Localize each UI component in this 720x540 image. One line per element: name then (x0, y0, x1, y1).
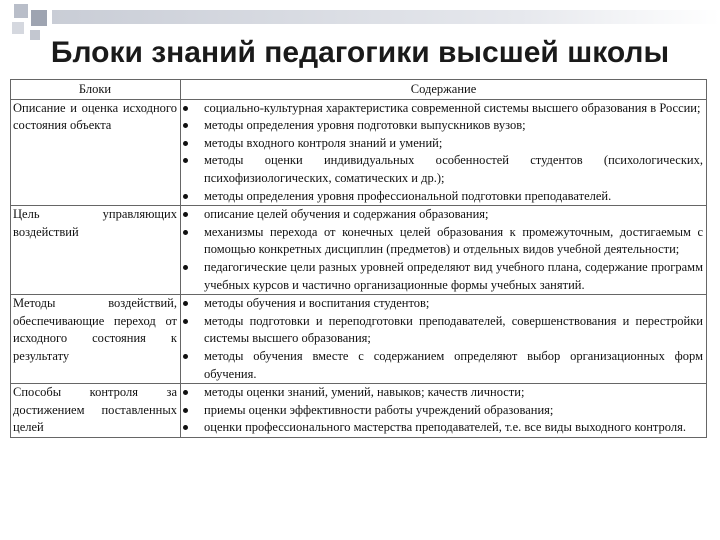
content-list (184, 295, 703, 383)
page-title: Блоки знаний педагогики высшей школы (50, 36, 670, 69)
block-label: Методы воздействий, обеспечивающие переход от исходного состояния к результату (13, 296, 177, 363)
block-cell (11, 295, 181, 384)
block-cell (11, 206, 181, 295)
list-item: социально-культурная характеристика современной системы высшего образования в России; (184, 100, 703, 118)
table-row (11, 384, 707, 438)
block-cell (11, 384, 181, 438)
content-cell (181, 206, 707, 295)
content-cell (181, 384, 707, 438)
list-item: педагогические цели разных уровней определяют вид учебного плана, содержание программ учебных курсов и частично организационные формы учебных занятий. (184, 259, 703, 294)
header-blocks: Блоки (11, 80, 181, 100)
list-item: описание целей обучения и содержания образования; (184, 206, 703, 224)
list-item: методы определения уровня профессиональной подготовки преподавателей. (184, 188, 703, 206)
list-item: методы определения уровня подготовки выпускников вузов; (184, 117, 703, 135)
content-cell (181, 295, 707, 384)
block-label: Способы контроля за достижением поставленных целей (13, 385, 177, 435)
header-content: Содержание (181, 80, 707, 100)
knowledge-blocks-table (10, 79, 707, 438)
table-row (11, 206, 707, 295)
content-list (184, 384, 703, 437)
table-row (11, 99, 707, 206)
list-item: методы подготовки и переподготовки преподавателей, совершенствования и перестройки системы высшего образования; (184, 313, 703, 348)
list-item: методы оценки индивидуальных особенностей студентов (психологических, психофизиологических, соматических и др.); (184, 152, 703, 187)
content-list (184, 100, 703, 206)
block-label: Описание и оценка исходного состояния объекта (13, 100, 177, 133)
list-item: методы обучения и воспитания студентов; (184, 295, 703, 313)
block-label: Цель управляющих воздействий (13, 207, 177, 239)
list-item: методы оценки знаний, умений, навыков; качеств личности; (184, 384, 703, 402)
list-item: методы обучения вместе с содержанием определяют выбор организационных форм обучения. (184, 348, 703, 383)
content-cell (181, 99, 707, 206)
table-header-row (11, 80, 707, 100)
table-row (11, 295, 707, 384)
list-item: механизмы перехода от конечных целей образования к промежуточным, достигаемым с помощью конкретных дисциплин (предметов) и отдельных видов учебной деятельности; (184, 224, 703, 259)
block-cell (11, 99, 181, 206)
list-item: оценки профессионального мастерства преподавателей, т.е. все виды выходного контроля. (184, 419, 703, 437)
list-item: приемы оценки эффективности работы учреждений образования; (184, 402, 703, 420)
content-list (184, 206, 703, 294)
list-item: методы входного контроля знаний и умений; (184, 135, 703, 153)
